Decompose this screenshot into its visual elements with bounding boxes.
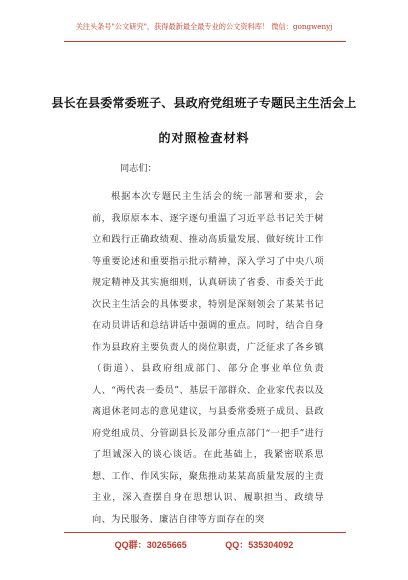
body-paragraph: 根据本次专题民主生活会的统一部署和要求，会前，我原原本本、逐字逐句重温了习近平总书记关于树立和践行正确政绩观、推动高质量发展、做好统计工作等重要论述和重要指示批示精神，深入学习了中央八项规定精神及其实施细则，认真研读了省委、市委关于此次民主生活会的具体要求，特别是深刻领会了某某书记在动员讲话和总结讲话中强调的重点。同时，结合自身作为县政府主要负责人的岗位职责，广泛征求了各乡镇（街道）、县政府组成部门、部分企事业单位负责人、“两代表一委员”、基层干部群众、企业家代表以及离退休老同志的意见建议，与县委常委班子成员、县政府党组成员、分管副县长及部分重点部门“一把手”进行了坦诚深入的谈心谈话。在此基础上，我紧密联系思想、工作、作风实际，聚焦推动某某高质量发展的主责主业，深入查摆自身在思想认识、履职担当、政绩导向、为民服务、廉洁自律等方面存在的突 [92, 191, 324, 525]
document-title-line-2: 的对照检查材料 [158, 131, 250, 145]
header-promo-note: 关注头条号"公文研究"，获得最新最全最专业的公文资料库！ 微信：gongwenyj [75, 22, 333, 31]
qq-group [115, 540, 187, 550]
qq-label: QQ： [225, 540, 249, 550]
qq-contact [225, 540, 293, 550]
qq-group-number: 30265665 [146, 540, 187, 550]
header-divider [64, 41, 346, 42]
footer-contact [0, 538, 408, 551]
qq-group-label: QQ群： [114, 540, 147, 550]
salutation: 同志们： [120, 163, 157, 174]
footer-divider [64, 532, 346, 533]
qq-number: 535304092 [248, 540, 294, 550]
document-title-line-1: 县长在县委常委班子、县政府党组班子专题民主生活会上 [51, 96, 357, 110]
